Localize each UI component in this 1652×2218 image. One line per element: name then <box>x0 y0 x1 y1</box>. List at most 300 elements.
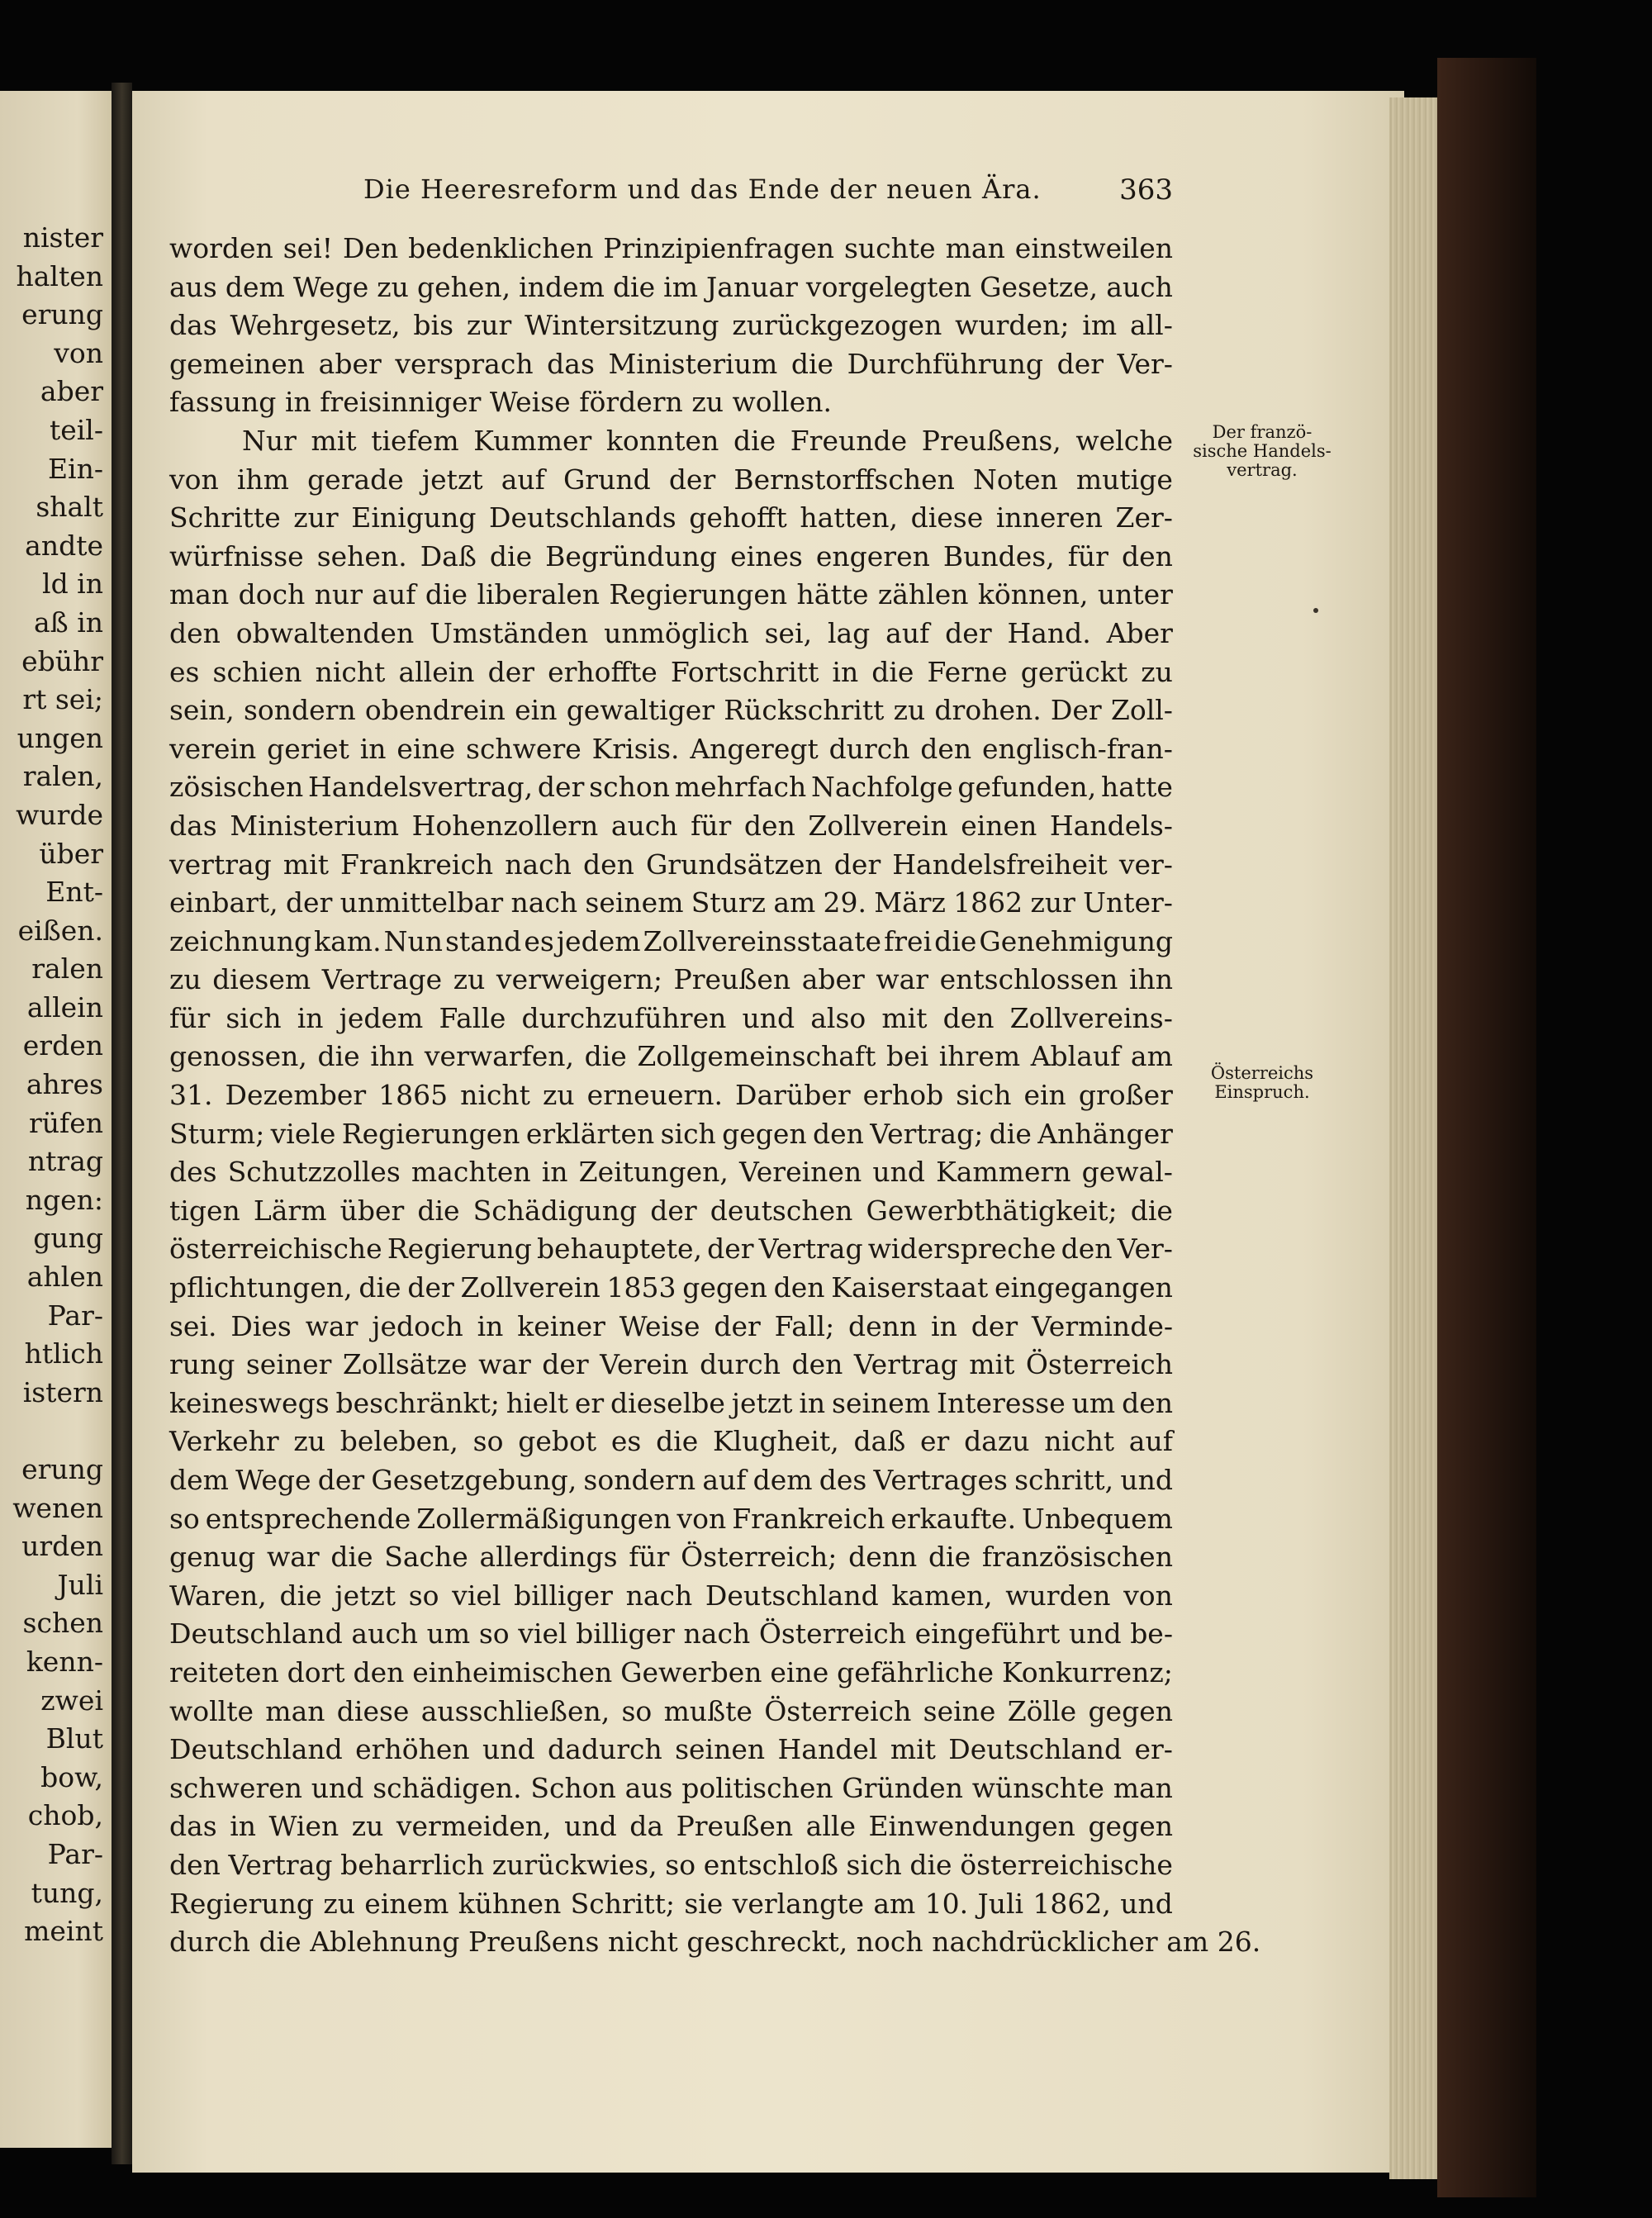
word: durchzuführen <box>521 1001 727 1034</box>
word: viele <box>270 1117 336 1150</box>
word: Handels- <box>1049 809 1173 842</box>
word: mit <box>311 424 357 457</box>
word: zösischen <box>169 771 304 804</box>
word: Begründung <box>545 539 718 572</box>
word: Hohenzollern <box>411 809 599 842</box>
word: viel <box>452 1579 501 1612</box>
word: erklärten <box>525 1117 655 1150</box>
text-line <box>169 383 1173 422</box>
word: sei. <box>169 1309 217 1342</box>
left-facing-page <box>0 91 112 2148</box>
word: zu <box>377 270 409 303</box>
left-page-fragment: chob, <box>27 1799 103 1832</box>
word: die <box>259 1926 301 1959</box>
word: jedem <box>556 924 641 957</box>
word: konnten <box>605 424 719 457</box>
word: Gesetze, <box>980 270 1099 303</box>
margin-note-line: Österreichs <box>1210 1063 1314 1083</box>
word: diesem <box>212 963 311 996</box>
text-line <box>169 1693 1173 1731</box>
word: auch <box>610 809 678 842</box>
word: Nur <box>242 424 297 457</box>
word: nicht <box>608 1926 678 1959</box>
left-page-fragment: htlich <box>24 1337 103 1370</box>
word: Umständen <box>430 616 589 649</box>
word: gerückt <box>1020 655 1128 688</box>
text-line <box>169 1269 1173 1308</box>
word: Interesse <box>936 1386 1066 1419</box>
word: das <box>169 1810 217 1843</box>
word: nicht <box>1044 1425 1115 1458</box>
word: hatten, <box>800 501 899 534</box>
word: bedenklichen <box>408 232 594 264</box>
word: Gewerbthätigkeit; <box>866 1194 1118 1227</box>
word: Dies <box>230 1309 292 1342</box>
word: ihm <box>236 463 289 496</box>
word: Fall; <box>774 1309 835 1342</box>
word: Regierung <box>169 1887 314 1920</box>
word: Handelsvertrag, <box>308 771 534 804</box>
left-page-fragment: andte <box>25 529 103 562</box>
text-line <box>169 923 1173 962</box>
word: viel <box>518 1617 567 1650</box>
word: die <box>934 924 977 957</box>
word: zu <box>1141 655 1173 688</box>
text-line <box>169 345 1173 384</box>
word: nicht <box>315 655 386 688</box>
word: Einigung <box>351 501 477 534</box>
word: Klugheit, <box>713 1425 839 1458</box>
text-line <box>169 1654 1173 1693</box>
word: erhoffte <box>548 655 657 688</box>
left-page-fragment: Par- <box>47 1837 103 1870</box>
word: durch <box>828 732 910 765</box>
word: österreichische <box>960 1848 1173 1881</box>
word: Regierungen <box>609 578 788 611</box>
word: Vertrag <box>228 1848 333 1881</box>
word: eine <box>770 1655 829 1688</box>
word: in <box>359 732 387 765</box>
word: Aber <box>1106 616 1173 649</box>
word: die <box>279 1579 322 1612</box>
word: in <box>799 1386 826 1419</box>
word: mit <box>890 1733 936 1766</box>
word: eingegangen <box>994 1271 1173 1304</box>
word: den <box>582 848 634 881</box>
word: die <box>425 578 468 611</box>
word: nach <box>505 848 572 881</box>
word: um <box>1071 1386 1116 1419</box>
word: auf <box>1128 1425 1173 1458</box>
text-line <box>169 1577 1173 1616</box>
word: zählen <box>877 578 969 611</box>
word: Vertrage <box>321 963 443 996</box>
word: der <box>714 1309 761 1342</box>
word: seine <box>923 1694 996 1727</box>
word: Zeitungen, <box>578 1156 729 1189</box>
word: sehen. <box>316 539 407 572</box>
word: drohen. <box>934 694 1042 727</box>
word: den <box>1061 1232 1113 1266</box>
word: der <box>650 1194 697 1227</box>
word: Deutschlands <box>489 501 676 534</box>
word: Zollermäßigungen <box>416 1502 672 1535</box>
left-page-fragment: rüfen <box>28 1106 103 1139</box>
word: Juli <box>977 1887 1024 1920</box>
word: der <box>407 1271 454 1304</box>
word: die <box>489 539 533 572</box>
word: Kummer <box>473 424 592 457</box>
word: war <box>266 1541 320 1574</box>
word: Deutschland <box>705 1579 879 1612</box>
left-page-fragment: bow, <box>40 1760 103 1793</box>
word: bei <box>885 1040 929 1073</box>
word: die <box>584 1040 627 1073</box>
word: gegen <box>682 1271 767 1304</box>
word: und <box>1120 1464 1173 1496</box>
word: ihn <box>1128 963 1173 996</box>
word: Wege <box>292 270 369 303</box>
word: Falle <box>439 1001 506 1034</box>
word: kamen, <box>891 1579 993 1612</box>
word: obwaltenden <box>235 616 415 649</box>
word: einem <box>364 1887 449 1920</box>
word: und <box>742 1001 795 1034</box>
left-page-fragment: ahlen <box>26 1261 103 1294</box>
word: welche <box>1075 424 1173 457</box>
word: Wehrgesetz, <box>230 309 401 342</box>
word: und <box>482 1733 535 1766</box>
text-line <box>169 1923 1261 1962</box>
word: zurückwies, <box>491 1848 657 1881</box>
word: nachdrücklicher <box>932 1926 1158 1959</box>
text-line <box>169 268 1173 307</box>
word: die <box>733 424 776 457</box>
word: schweren <box>169 1771 303 1804</box>
word: der <box>707 1232 754 1266</box>
word: Wien <box>268 1810 339 1843</box>
left-page-fragment: wenen <box>12 1491 103 1524</box>
word: 31. <box>169 1079 213 1112</box>
word: Preußens, <box>921 424 1061 457</box>
word: allein <box>398 655 475 688</box>
word: Handel <box>777 1733 878 1766</box>
word: versprach <box>395 347 534 380</box>
word: auf <box>702 1464 747 1496</box>
left-page-fragment: gung <box>33 1222 103 1255</box>
word: so <box>478 1617 510 1650</box>
word: wurden; <box>955 309 1070 342</box>
word: das <box>547 347 595 380</box>
word: tiefem <box>371 424 459 457</box>
word: Vertrag <box>758 1232 863 1266</box>
word: den <box>791 1348 843 1381</box>
word: Zer- <box>1115 501 1173 534</box>
word: 1853 <box>606 1271 676 1304</box>
left-page-fragment: erden <box>22 1029 103 1062</box>
word: Österreich <box>758 1617 906 1650</box>
left-page-fragment: ralen <box>31 952 103 986</box>
word: doch <box>238 578 306 611</box>
word: Verkehr <box>169 1425 279 1458</box>
page-number: 363 <box>1119 173 1173 207</box>
word: diese <box>336 1694 410 1727</box>
word: am <box>1166 1926 1209 1959</box>
word: allerdings <box>479 1541 618 1574</box>
word: Ferne <box>927 655 1008 688</box>
margin-note-line: Der franzö- <box>1212 422 1313 442</box>
word: indem <box>519 270 605 303</box>
word: Sturz <box>691 886 767 919</box>
word: 1862, <box>1032 1887 1111 1920</box>
word: politischen <box>681 1771 833 1804</box>
word: Zollverein <box>460 1271 601 1304</box>
word: diese <box>910 501 984 534</box>
word: seinen <box>675 1733 766 1766</box>
left-page-fragment <box>12 1412 103 1451</box>
word: die <box>330 1541 373 1574</box>
word: Gewerben <box>620 1655 762 1688</box>
word: seinem <box>832 1386 931 1419</box>
word: Weise <box>619 1309 700 1342</box>
word: behauptete, <box>536 1232 702 1266</box>
word: das <box>169 309 217 342</box>
word: es <box>524 924 554 957</box>
word: Ver- <box>1117 1232 1173 1266</box>
word: aber <box>318 347 382 380</box>
word: die <box>417 1194 460 1227</box>
body-text <box>169 230 1261 1962</box>
word: nur <box>314 578 363 611</box>
word: auf <box>501 463 545 496</box>
word: sich <box>225 1001 282 1034</box>
word: all- <box>1129 309 1173 342</box>
word: aus <box>169 270 217 303</box>
word: am <box>773 886 816 919</box>
word: für <box>691 809 732 842</box>
left-page-fragment: schen <box>22 1607 103 1640</box>
word: die <box>989 1117 1032 1150</box>
word: zu <box>453 963 486 996</box>
word: in <box>297 1001 324 1034</box>
word: Deutschland <box>169 1617 343 1650</box>
word: schon <box>589 771 670 804</box>
word: in <box>230 1810 257 1843</box>
word: war <box>305 1309 358 1342</box>
word: in <box>541 1156 568 1189</box>
word: der <box>542 1348 589 1381</box>
word: verlangte <box>732 1887 865 1920</box>
margin-note-line: sische Handels- <box>1193 441 1332 461</box>
left-page-fragment: ahres <box>26 1068 103 1101</box>
word: Anhänger <box>1037 1117 1173 1150</box>
word: Nun <box>383 924 443 957</box>
word: 1862 <box>953 886 1023 919</box>
word: Lärm <box>253 1194 327 1227</box>
word: war <box>876 963 929 996</box>
text-line <box>169 230 1173 268</box>
word: tigen <box>169 1194 240 1227</box>
word: eine <box>396 732 456 765</box>
text-line <box>169 653 1173 692</box>
word: Vertrag <box>853 1348 958 1381</box>
left-page-fragment: Ent- <box>45 876 103 909</box>
word: Zollgemeinschaft <box>637 1040 876 1073</box>
word: den <box>1122 1386 1173 1419</box>
word: er <box>920 1425 950 1458</box>
word: entschlossen <box>939 963 1118 996</box>
word: Krisis. <box>591 732 680 765</box>
word: gerade <box>307 463 404 496</box>
word: billiger <box>576 1617 675 1650</box>
word: mußte <box>663 1694 752 1727</box>
word: denn <box>848 1541 918 1574</box>
left-page-fragment: halten <box>16 259 103 292</box>
word: großer <box>1078 1079 1173 1112</box>
word: erkaufte. <box>890 1502 1017 1535</box>
word: auf <box>885 616 930 649</box>
word: sein, <box>169 694 235 727</box>
word: zu <box>542 1079 575 1112</box>
word: gebot <box>518 1425 597 1458</box>
word: Vertrag; <box>870 1117 984 1150</box>
word: jetzt <box>731 1386 793 1419</box>
left-page-fragment: ngen: <box>25 1183 103 1216</box>
text-line <box>169 1538 1173 1577</box>
word: am <box>1130 1040 1173 1073</box>
word: mutige <box>1075 463 1173 496</box>
word: nach <box>510 886 578 919</box>
word: Weise <box>489 386 571 419</box>
word: österreichische <box>169 1232 382 1266</box>
word: Vereinen <box>738 1156 862 1189</box>
text-line <box>169 1769 1173 1808</box>
word: Noten <box>972 463 1058 496</box>
word: so <box>472 1425 504 1458</box>
word: dieselbe <box>610 1386 725 1419</box>
left-page-fragment: wurde <box>16 798 103 831</box>
word: der <box>537 771 585 804</box>
word: eingeführt <box>914 1617 1061 1650</box>
text-line <box>169 961 1173 1000</box>
left-page-fragment: urden <box>21 1530 103 1563</box>
running-head: Die Heeresreform und das Ende der neuen Ära. <box>363 173 1042 205</box>
word: Rückschritt <box>724 694 885 727</box>
left-page-fragment: shalt <box>36 491 103 524</box>
word: sie <box>684 1887 724 1920</box>
word: von <box>169 463 219 496</box>
word: französischen <box>981 1541 1173 1574</box>
word: vertrag <box>169 848 272 881</box>
word: schritt, <box>1014 1464 1114 1496</box>
left-page-fragment: erung <box>21 1453 103 1485</box>
left-page-fragment: ld in <box>42 568 103 601</box>
text-line <box>169 1076 1173 1115</box>
word: hätte <box>796 578 869 611</box>
word: zu <box>691 386 724 419</box>
word: hatte <box>1100 771 1173 804</box>
paper-spot <box>1313 608 1318 613</box>
word: aus <box>624 1771 673 1804</box>
word: man <box>1113 1771 1173 1804</box>
text-line <box>169 1115 1173 1154</box>
word: seinem <box>585 886 684 919</box>
word: genossen, <box>169 1040 307 1073</box>
word: der <box>487 655 535 688</box>
text-line <box>169 1731 1173 1769</box>
word: Preußen <box>676 1810 794 1843</box>
word: wünschte <box>971 1771 1104 1804</box>
word: ihrem <box>938 1040 1021 1073</box>
word: ausschließen, <box>420 1694 610 1727</box>
left-page-fragment: ntrag <box>27 1145 103 1178</box>
word: jetzt <box>335 1579 396 1612</box>
left-page-fragment: Par- <box>47 1299 103 1332</box>
word: die <box>612 270 656 303</box>
word: einheimischen <box>412 1655 613 1688</box>
word: den <box>353 1655 405 1688</box>
word: einbart, <box>169 886 278 919</box>
word: Prinzipienfragen <box>603 232 835 264</box>
word: zu <box>323 1887 355 1920</box>
margin-note-austria-objection <box>1188 1064 1336 1102</box>
word: die <box>909 1848 952 1881</box>
word: dem <box>752 1464 813 1496</box>
word: eines <box>730 539 803 572</box>
word: um <box>426 1617 471 1650</box>
text-line <box>169 1461 1173 1500</box>
left-page-fragment: meint <box>24 1915 103 1948</box>
word: suchte <box>843 232 936 264</box>
word: mit <box>881 1001 928 1034</box>
word: und <box>564 1810 617 1843</box>
text-line <box>169 807 1173 846</box>
word: Wintersitzung <box>525 309 719 342</box>
word: Freunde <box>790 424 908 457</box>
word: verweigern; <box>496 963 662 996</box>
word: schwere <box>466 732 582 765</box>
word: dort <box>287 1655 345 1688</box>
left-page-fragment: ebühr <box>21 644 103 677</box>
word: Zölle <box>1007 1694 1077 1727</box>
word: auf <box>372 578 416 611</box>
word: die <box>928 1541 971 1574</box>
word: Einwendungen <box>868 1810 1075 1843</box>
word: gefährliche <box>837 1655 995 1688</box>
word: der <box>285 886 333 919</box>
word: Sturm; <box>169 1117 265 1150</box>
word: genug <box>169 1541 256 1574</box>
word: dem <box>169 1464 229 1496</box>
word: sei, <box>764 616 813 649</box>
word: Vertrages <box>873 1464 1008 1496</box>
word: Österreich <box>1025 1348 1173 1381</box>
word: nicht <box>460 1079 530 1112</box>
word: Verein <box>600 1348 689 1381</box>
word: gegen <box>1088 1810 1173 1843</box>
word: denn <box>848 1309 918 1342</box>
word: Verminde- <box>1031 1309 1173 1342</box>
word: wurden <box>1005 1579 1111 1612</box>
word: dazu <box>964 1425 1030 1458</box>
word: man <box>945 232 1005 264</box>
word: beschränkt; <box>335 1386 500 1419</box>
word: Zollvereinsstaate <box>643 924 882 957</box>
text-line <box>169 1038 1173 1076</box>
word: Österreich <box>764 1694 912 1727</box>
word: im <box>1082 309 1118 342</box>
word: hielt <box>506 1386 568 1419</box>
